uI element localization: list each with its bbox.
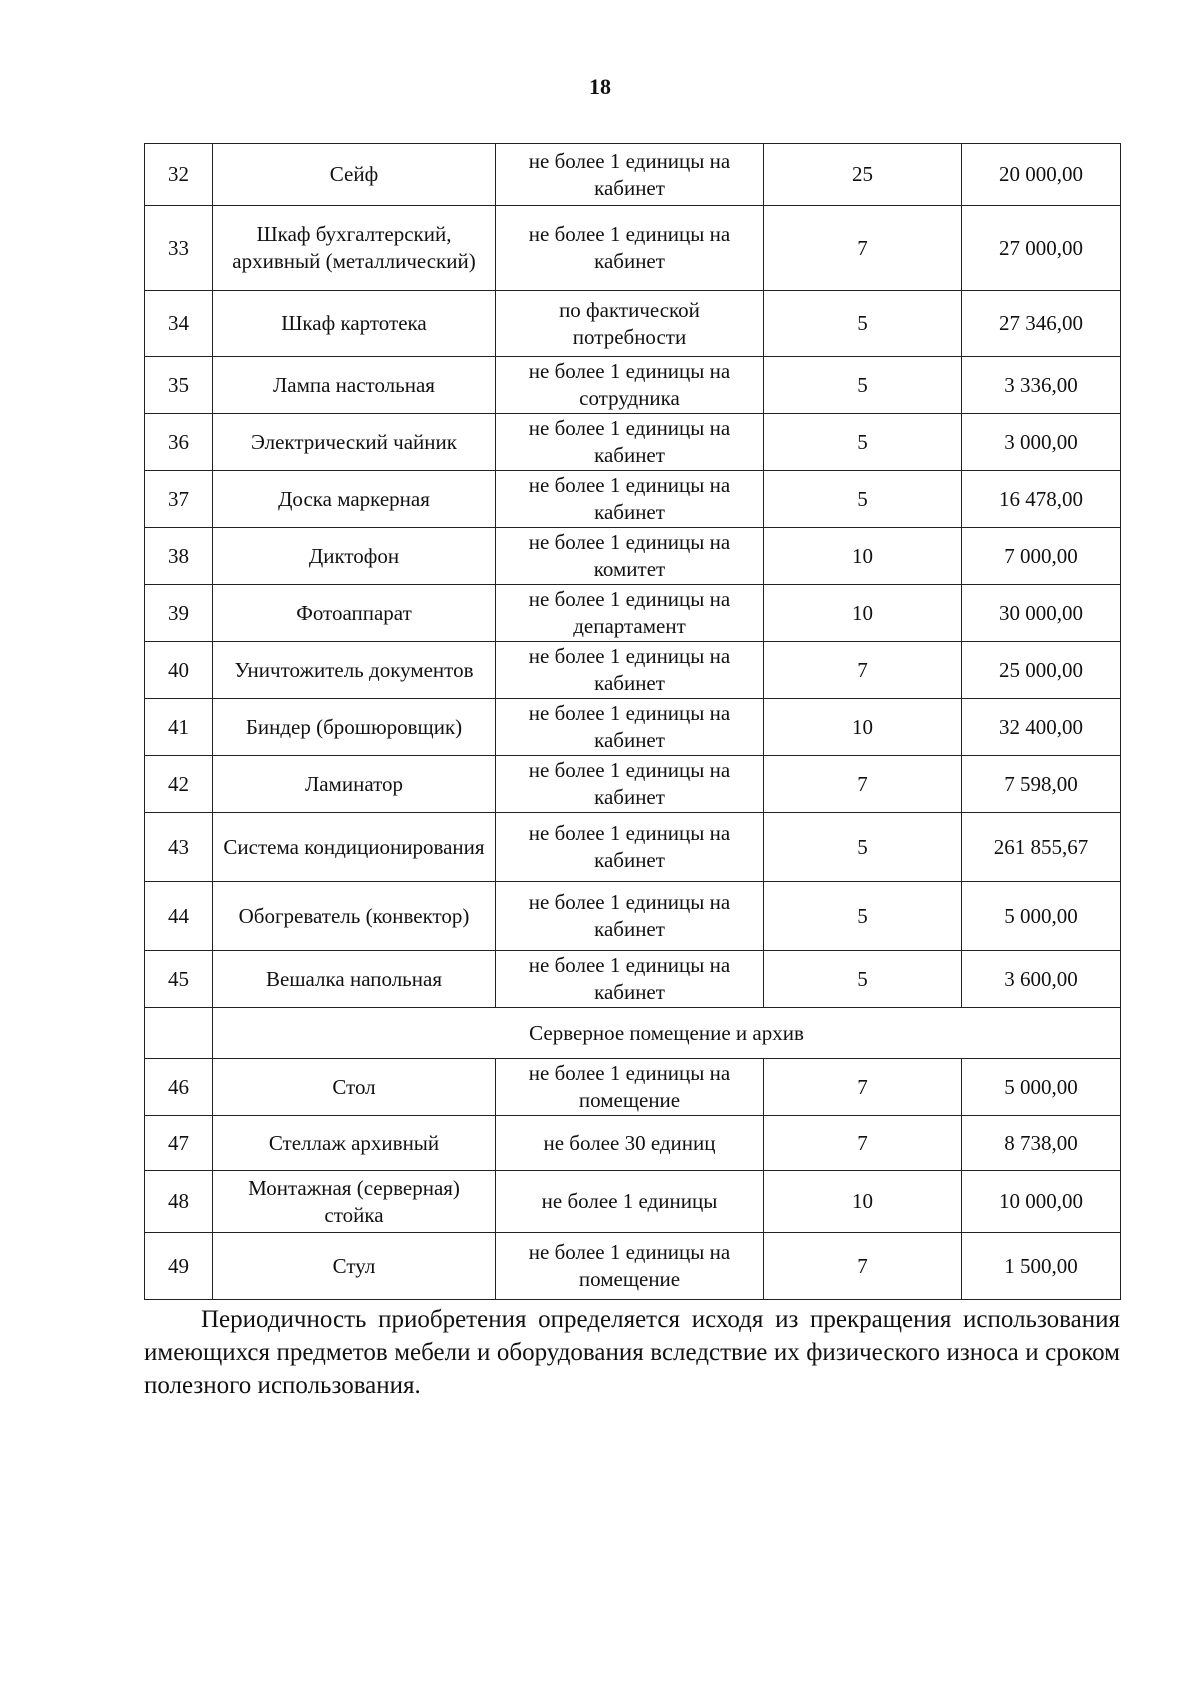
item-norm: не более 1 единицы на помещение [496, 1059, 764, 1116]
table-row [145, 642, 1121, 699]
item-price: 30 000,00 [962, 585, 1121, 642]
item-norm: по фактической потребности [496, 291, 764, 357]
item-norm: не более 1 единицы на департамент [496, 585, 764, 642]
item-name: Ламинатор [213, 756, 496, 813]
item-price: 7 598,00 [962, 756, 1121, 813]
item-norm: не более 1 единицы на помещение [496, 1233, 764, 1300]
table-row [145, 357, 1121, 414]
item-norm: не более 1 единицы на кабинет [496, 813, 764, 882]
row-number: 42 [145, 756, 213, 813]
row-number: 34 [145, 291, 213, 357]
item-name: Сейф [213, 144, 496, 206]
item-name: Электрический чайник [213, 414, 496, 471]
item-service-years: 7 [764, 1233, 962, 1300]
item-service-years: 25 [764, 144, 962, 206]
item-service-years: 7 [764, 1059, 962, 1116]
row-number: 47 [145, 1116, 213, 1171]
item-name: Стол [213, 1059, 496, 1116]
item-price: 8 738,00 [962, 1116, 1121, 1171]
table-row [145, 951, 1121, 1008]
item-name: Шкаф картотека [213, 291, 496, 357]
item-price: 3 000,00 [962, 414, 1121, 471]
item-price: 5 000,00 [962, 1059, 1121, 1116]
group-row [145, 1008, 1121, 1059]
item-service-years: 7 [764, 1116, 962, 1171]
item-price: 32 400,00 [962, 699, 1121, 756]
item-service-years: 5 [764, 813, 962, 882]
table-row [145, 144, 1121, 206]
table-row [145, 1116, 1121, 1171]
item-service-years: 5 [764, 414, 962, 471]
table-body-bottom [145, 1059, 1121, 1300]
item-price: 25 000,00 [962, 642, 1121, 699]
item-price: 16 478,00 [962, 471, 1121, 528]
item-name: Стул [213, 1233, 496, 1300]
item-price: 3 600,00 [962, 951, 1121, 1008]
item-name: Биндер (брошюровщик) [213, 699, 496, 756]
row-number: 36 [145, 414, 213, 471]
table-group-section [145, 1008, 1121, 1059]
row-number: 40 [145, 642, 213, 699]
row-number: 48 [145, 1171, 213, 1233]
item-norm: не более 1 единицы на кабинет [496, 471, 764, 528]
row-number: 44 [145, 882, 213, 951]
item-service-years: 10 [764, 699, 962, 756]
table-row [145, 528, 1121, 585]
item-name: Фотоаппарат [213, 585, 496, 642]
item-name: Доска маркерная [213, 471, 496, 528]
item-norm: не более 1 единицы на кабинет [496, 144, 764, 206]
item-norm: не более 1 единицы на кабинет [496, 699, 764, 756]
item-service-years: 10 [764, 585, 962, 642]
group-number-cell [145, 1008, 213, 1059]
footer-paragraph: Периодичность приобретения определяется исходя из прекращения использования имеющихся предметов мебели и оборудования вследствие их физического износа и сроком полезного использования. [144, 1306, 1120, 1399]
page-number: 18 [589, 74, 611, 99]
item-service-years: 5 [764, 357, 962, 414]
item-name: Стеллаж архивный [213, 1116, 496, 1171]
item-norm: не более 1 единицы [496, 1171, 764, 1233]
item-price: 261 855,67 [962, 813, 1121, 882]
row-number: 46 [145, 1059, 213, 1116]
table-row [145, 1059, 1121, 1116]
item-service-years: 5 [764, 471, 962, 528]
item-service-years: 10 [764, 528, 962, 585]
item-norm: не более 1 единицы на кабинет [496, 206, 764, 291]
item-norm: не более 1 единицы на кабинет [496, 756, 764, 813]
item-norm: не более 1 единицы на кабинет [496, 642, 764, 699]
item-name: Шкаф бухгалтерский, архивный (металлический) [213, 206, 496, 291]
item-price: 27 346,00 [962, 291, 1121, 357]
item-service-years: 7 [764, 756, 962, 813]
item-name: Уничтожитель документов [213, 642, 496, 699]
table-row [145, 291, 1121, 357]
item-norm: не более 1 единицы на кабинет [496, 882, 764, 951]
table-row [145, 699, 1121, 756]
row-number: 41 [145, 699, 213, 756]
table-body-top [145, 144, 1121, 1008]
item-service-years: 7 [764, 642, 962, 699]
item-norm: не более 30 единиц [496, 1116, 764, 1171]
items-table [144, 143, 1121, 1300]
row-number: 43 [145, 813, 213, 882]
item-norm: не более 1 единицы на кабинет [496, 414, 764, 471]
group-heading: Серверное помещение и архив [213, 1008, 1121, 1059]
item-name: Монтажная (серверная) стойка [213, 1171, 496, 1233]
item-name: Вешалка напольная [213, 951, 496, 1008]
item-name: Обогреватель (конвектор) [213, 882, 496, 951]
row-number: 49 [145, 1233, 213, 1300]
table-row [145, 882, 1121, 951]
table-row [145, 471, 1121, 528]
row-number: 39 [145, 585, 213, 642]
table-row [145, 756, 1121, 813]
row-number: 32 [145, 144, 213, 206]
table-row [145, 1171, 1121, 1233]
row-number: 35 [145, 357, 213, 414]
item-service-years: 5 [764, 291, 962, 357]
item-price: 5 000,00 [962, 882, 1121, 951]
item-service-years: 7 [764, 206, 962, 291]
item-norm: не более 1 единицы на комитет [496, 528, 764, 585]
item-price: 1 500,00 [962, 1233, 1121, 1300]
item-price: 10 000,00 [962, 1171, 1121, 1233]
item-price: 3 336,00 [962, 357, 1121, 414]
item-price: 27 000,00 [962, 206, 1121, 291]
table-row [145, 414, 1121, 471]
item-service-years: 10 [764, 1171, 962, 1233]
item-name: Лампа настольная [213, 357, 496, 414]
item-norm: не более 1 единицы на сотрудника [496, 357, 764, 414]
row-number: 45 [145, 951, 213, 1008]
item-price: 7 000,00 [962, 528, 1121, 585]
row-number: 33 [145, 206, 213, 291]
table-row [145, 1233, 1121, 1300]
table-row [145, 813, 1121, 882]
item-service-years: 5 [764, 951, 962, 1008]
table-row [145, 585, 1121, 642]
item-name: Диктофон [213, 528, 496, 585]
item-norm: не более 1 единицы на кабинет [496, 951, 764, 1008]
table-row [145, 206, 1121, 291]
item-service-years: 5 [764, 882, 962, 951]
row-number: 37 [145, 471, 213, 528]
row-number: 38 [145, 528, 213, 585]
item-price: 20 000,00 [962, 144, 1121, 206]
item-name: Система кондиционирования [213, 813, 496, 882]
